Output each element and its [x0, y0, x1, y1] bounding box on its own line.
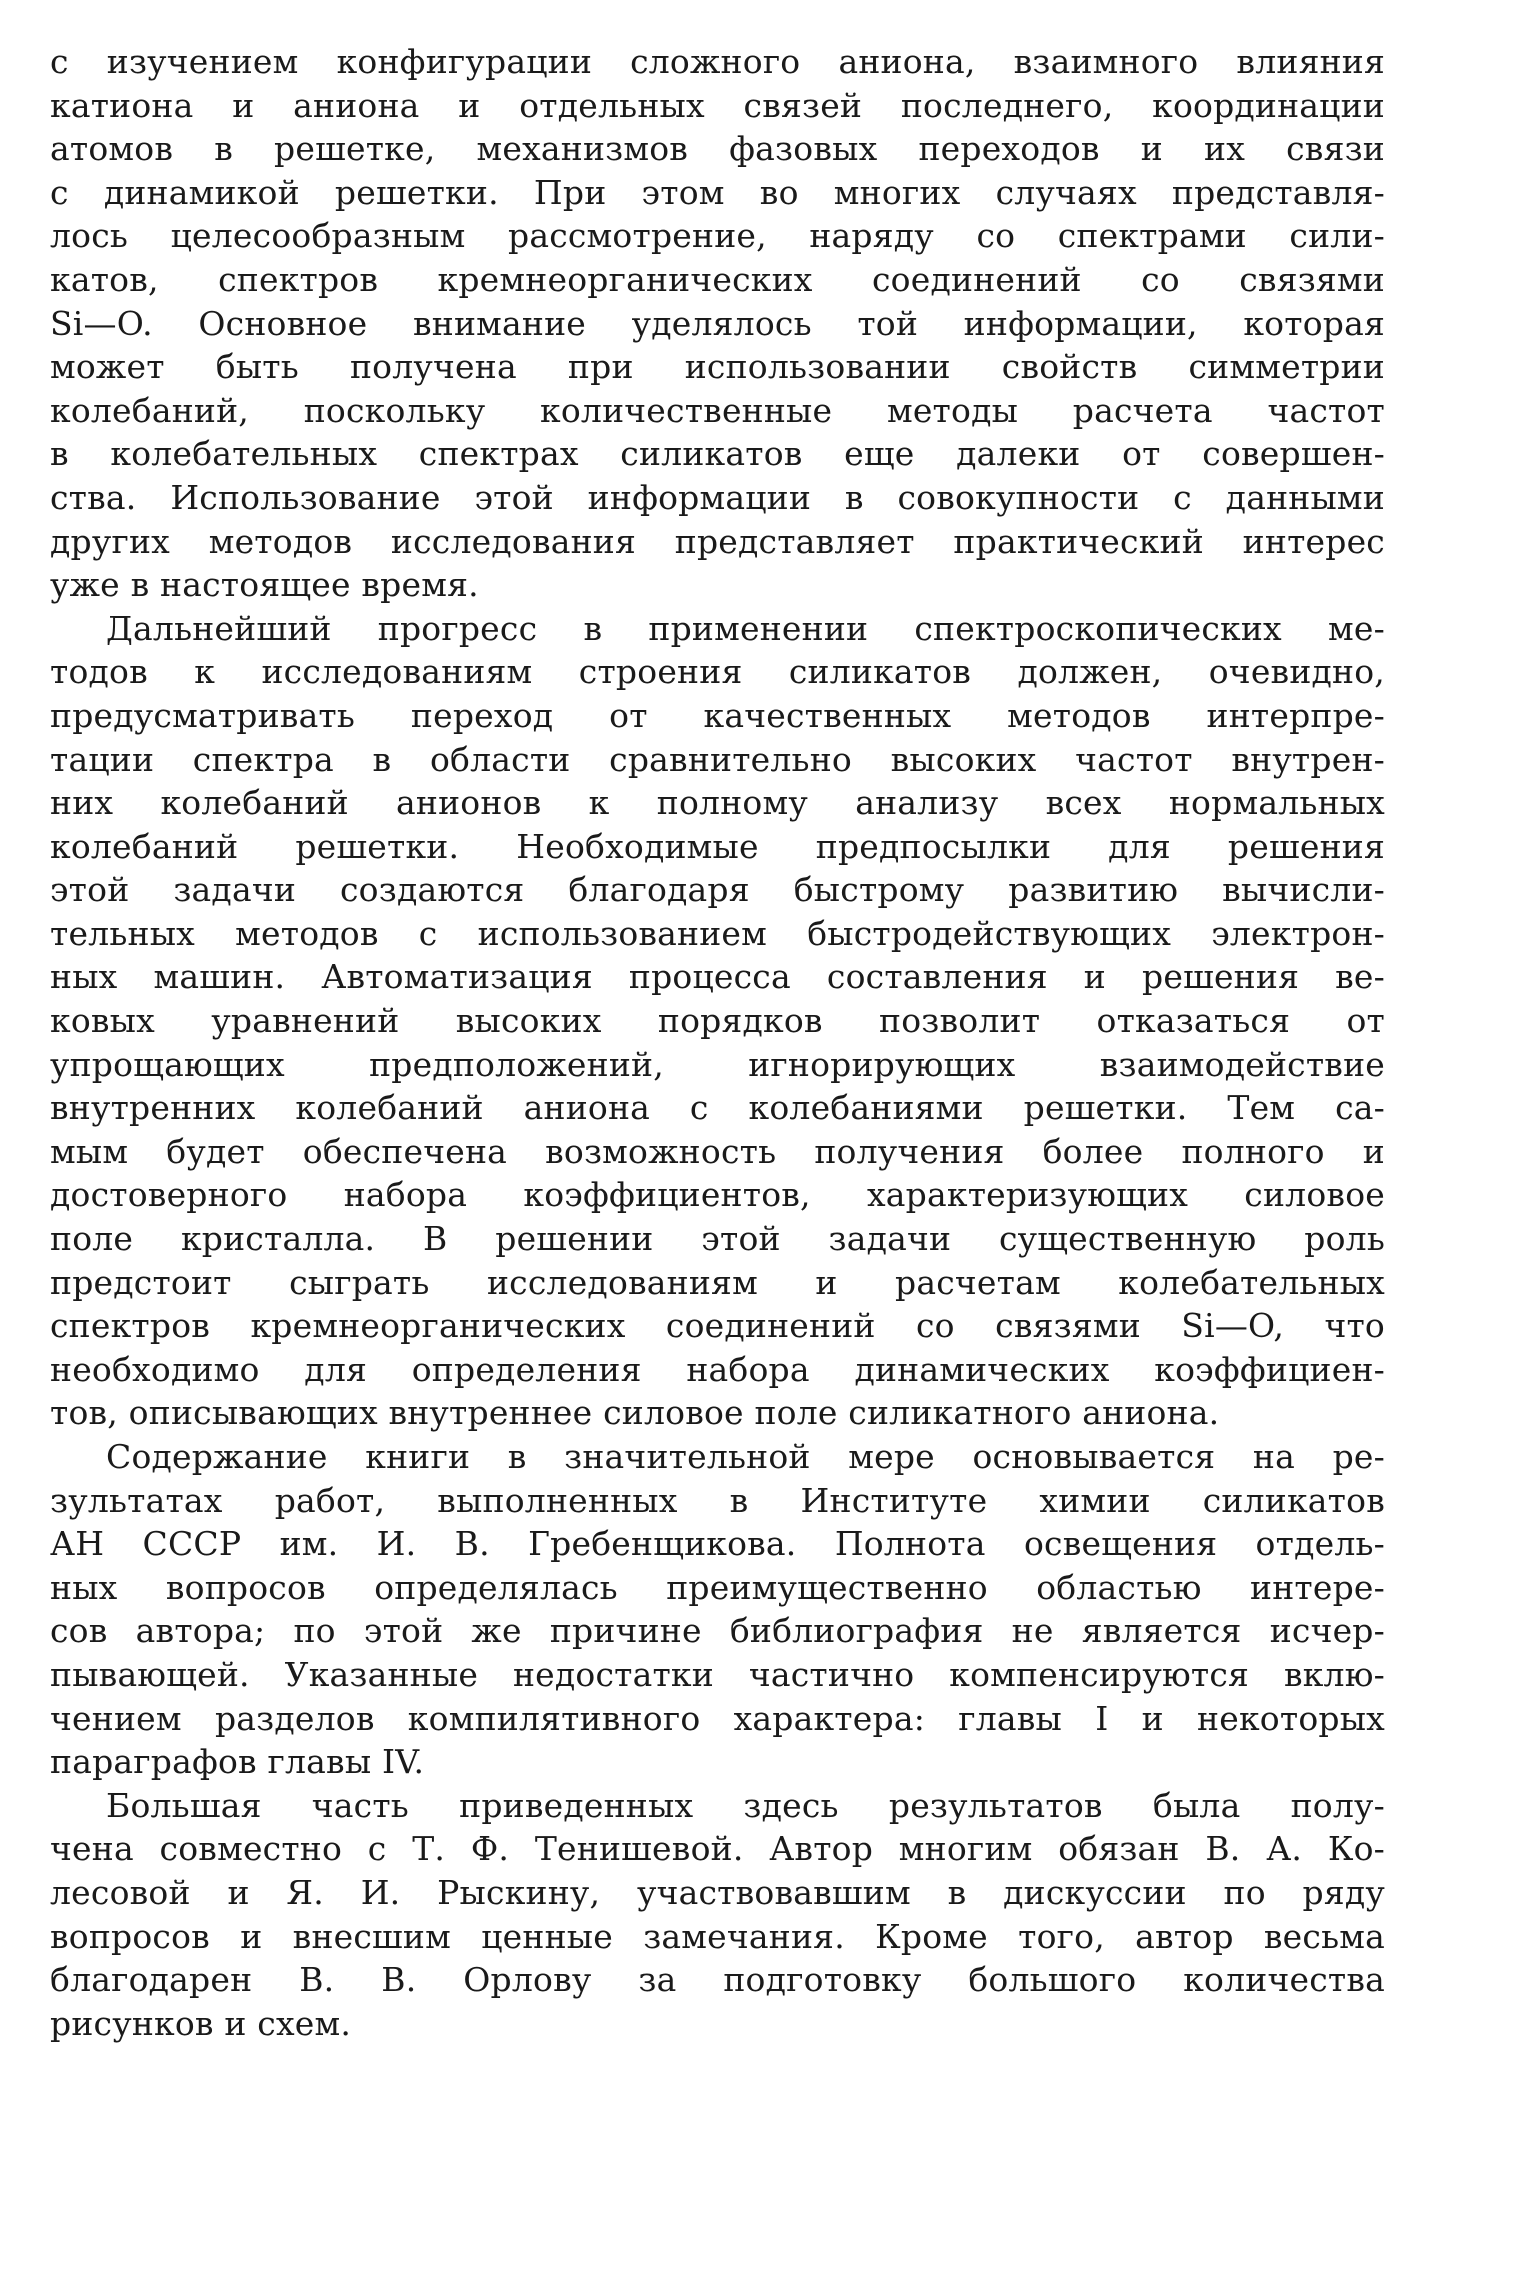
text-line: них колебаний анионов к полному анализу всех нормальных	[50, 783, 1385, 823]
text-line: вопросов и внесшим ценные замечания. Кроме того, автор весьма	[50, 1916, 1385, 1956]
paragraph-1	[50, 40, 1385, 607]
text-line: Содержание книги в значительной мере основывается на ре-	[106, 1437, 1385, 1476]
text-line: благодарен В. В. Орлову за подготовку большого количества	[50, 1960, 1385, 2000]
text-line: тации спектра в области сравнительно высоких частот внутрен-	[50, 739, 1385, 779]
paragraph-3	[50, 1435, 1385, 1784]
text-line: чена совместно с Т. Ф. Тенишевой. Автор многим обязан В. А. Ко-	[50, 1829, 1385, 1869]
text-line: лесовой и Я. И. Рыскину, участвовавшим в дискуссии по ряду	[50, 1872, 1385, 1912]
text-line: катов, спектров кремнеорганических соединений со связями	[50, 259, 1385, 299]
text-line: ных вопросов определялась преимущественно областью интере-	[50, 1567, 1385, 1607]
text-line: этой задачи создаются благодаря быстрому развитию вычисли-	[50, 870, 1385, 910]
text-line: достоверного набора коэффициентов, характеризующих силовое	[50, 1175, 1385, 1215]
text-line: катиона и аниона и отдельных связей последнего, координации	[50, 85, 1385, 125]
text-line: ных машин. Автоматизация процесса составления и решения ве-	[50, 957, 1385, 997]
text-line: с изучением конфигурации сложного аниона, взаимного влияния	[50, 42, 1385, 81]
text-line: тельных методов с использованием быстродействующих электрон-	[50, 913, 1385, 953]
text-line: предусматривать переход от качественных методов интерпре-	[50, 695, 1385, 735]
text-line: параграфов главы IV.	[50, 1742, 425, 1782]
text-line: упрощающих предположений, игнорирующих взаимодействие	[50, 1044, 1385, 1084]
text-line: мым будет обеспечена возможность получения более полного и	[50, 1131, 1385, 1171]
text-line: других методов исследования представляет практический интерес	[50, 521, 1385, 561]
paragraph-4	[50, 1784, 1385, 2046]
text-line: поле кристалла. В решении этой задачи существенную роль	[50, 1219, 1385, 1259]
text-line: в колебательных спектрах силикатов еще далеки от совершен-	[50, 434, 1385, 474]
text-line: необходимо для определения набора динамических коэффициен-	[50, 1349, 1385, 1389]
text-line: сов автора; по этой же причине библиография не является исчер-	[50, 1611, 1385, 1651]
text-line: колебаний, поскольку количественные методы расчета частот	[50, 390, 1385, 430]
text-line: уже в настоящее время.	[50, 565, 479, 605]
paragraph-2	[50, 607, 1385, 1435]
text-line: Большая часть приведенных здесь результатов была полу-	[106, 1785, 1385, 1825]
text-line: пывающей. Указанные недостатки частично компенсируются вклю-	[50, 1654, 1385, 1694]
text-line: колебаний решетки. Необходимые предпосылки для решения	[50, 826, 1385, 866]
text-line: тов, описывающих внутреннее силовое поле силикатного аниона.	[50, 1393, 1220, 1433]
text-line: с динамикой решетки. При этом во многих случаях представля-	[50, 172, 1385, 212]
text-line: Дальнейший прогресс в применении спектроскопических ме-	[106, 608, 1385, 648]
text-line: внутренних колебаний аниона с колебаниями решетки. Тем са-	[50, 1088, 1385, 1128]
text-line: чением разделов компилятивного характера: главы I и некоторых	[50, 1698, 1385, 1738]
text-line: тодов к исследованиям строения силикатов должен, очевидно,	[50, 652, 1385, 692]
text-line: Si—O. Основное внимание уделялось той информации, которая	[50, 303, 1385, 343]
text-line: ковых уравнений высоких порядков позволит отказаться от	[50, 1001, 1385, 1041]
text-line: ства. Использование этой информации в совокупности с данными	[50, 477, 1385, 517]
text-line: лось целесообразным рассмотрение, наряду со спектрами сили-	[50, 216, 1385, 256]
text-line: атомов в решетке, механизмов фазовых переходов и их связи	[50, 129, 1385, 169]
text-line: АН СССР им. И. В. Гребенщикова. Полнота освещения отдель-	[50, 1524, 1385, 1564]
text-line: рисунков и схем.	[50, 2003, 352, 2043]
text-line: предстоит сыграть исследованиям и расчетам колебательных	[50, 1262, 1385, 1302]
text-line: зультатах работ, выполненных в Институте химии силикатов	[50, 1480, 1385, 1520]
text-line: может быть получена при использовании свойств симметрии	[50, 347, 1385, 387]
text-line: спектров кремнеорганических соединений со связями Si—O, что	[50, 1306, 1385, 1346]
document-page	[50, 40, 1385, 2045]
